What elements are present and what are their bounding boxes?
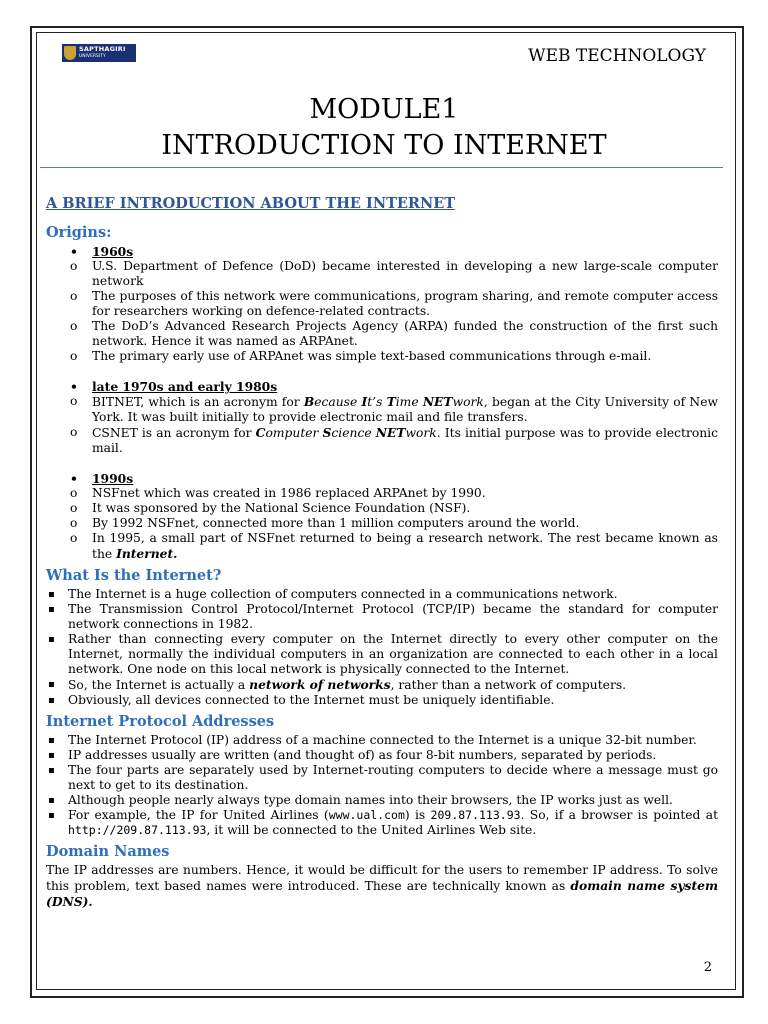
logo-subtext: UNIVERSITY	[79, 54, 106, 59]
list-item: ▪ For example, the IP for United Airlines (www.ual.com) is 209.87.113.93. So, if a browser is pointed at http://209.87.113.93, it will be connected to the United Airlines Web site.	[48, 808, 719, 837]
title-divider	[40, 167, 723, 168]
list-item: o NSFnet which was created in 1986 replaced ARPAnet by 1990.	[70, 486, 486, 500]
period-heading: • 1990s	[46, 471, 718, 486]
list-item: ▪ IP addresses usually are written (and thought of) as four 8-bit numbers, separated by periods.	[48, 748, 657, 762]
module-title	[0, 92, 768, 164]
course-title: WEB TECHNOLOGY	[528, 46, 706, 66]
list-item: ▪ Rather than connecting every computer on the Internet directly to every other computer on the Internet, normally the individual computers in an organization are connected to each other in a local network. One node on this local network is physically connected to the Internet.	[48, 632, 718, 676]
list-item: ▪ Obviously, all devices connected to the Internet must be uniquely identifiable.	[48, 693, 555, 707]
list-item: ▪ The Transmission Control Protocol/Internet Protocol (TCP/IP) became the standard for computer network connections in 1982.	[48, 602, 718, 631]
document-body	[46, 196, 718, 910]
main-heading: A BRIEF INTRODUCTION ABOUT THE INTERNET	[46, 195, 456, 212]
list-item: o It was sponsored by the National Science Foundation (NSF).	[70, 501, 471, 515]
period-heading: • 1960s	[46, 244, 718, 259]
logo-text: SAPTHAGIRI	[79, 45, 126, 53]
crest-icon	[64, 46, 76, 60]
list-item: o BITNET, which is an acronym for Because It’s Time NETwork, began at the City University of New York. It was built initially to provide electronic mail and file transfers.	[70, 394, 718, 424]
list-item: o U.S. Department of Defence (DoD) became interested in developing a new large-scale computer network	[70, 259, 718, 288]
list-item: ▪ The Internet Protocol (IP) address of a machine connected to the Internet is a unique 32-bit number.	[48, 733, 697, 747]
list-item: ▪ The Internet is a huge collection of computers connected in a communications network.	[48, 587, 618, 601]
list-item: ▪ So, the Internet is actually a network of networks, rather than a network of computers.	[48, 677, 627, 692]
list-item: o The primary early use of ARPAnet was simple text-based communications through e-mail.	[70, 349, 652, 363]
section-heading-origins: Origins:	[46, 224, 112, 241]
section-heading-ip-addresses: Internet Protocol Addresses	[46, 713, 275, 730]
list-item: ▪ Although people nearly always type domain names into their browsers, the IP works just as well.	[48, 793, 673, 807]
list-item: ▪ The four parts are separately used by Internet-routing computers to decide where a message must go next to get to its destination.	[48, 763, 718, 792]
university-logo	[62, 44, 136, 62]
list-item: o By 1992 NSFnet, connected more than 1 million computers around the world.	[70, 516, 580, 530]
list-item: o In 1995, a small part of NSFnet returned to being a research network. The rest became known as the Internet.	[70, 531, 718, 561]
period-heading: • late 1970s and early 1980s	[46, 379, 718, 394]
list-item: o CSNET is an acronym for Computer Science NETwork. Its initial purpose was to provide electronic mail.	[70, 425, 719, 455]
page-number: 2	[703, 960, 712, 975]
section-heading-what-is-internet: What Is the Internet?	[46, 567, 222, 584]
section-heading-domain-names: Domain Names	[46, 843, 170, 860]
module-title-line2: INTRODUCTION TO INTERNET	[161, 130, 607, 161]
list-item: o The DoD’s Advanced Research Projects Agency (ARPA) funded the construction of the first such network. Hence it was named as ARPAnet.	[70, 319, 718, 348]
domain-paragraph: The IP addresses are numbers. Hence, it would be difficult for the users to remember IP address. To solve this problem, text based names were introduced. These are technically known as domain name system (DNS).	[46, 863, 718, 909]
list-item: o The purposes of this network were communications, program sharing, and remote computer access for researchers working on defence-related contracts.	[70, 289, 718, 318]
module-title-line1: MODULE1	[309, 94, 459, 125]
